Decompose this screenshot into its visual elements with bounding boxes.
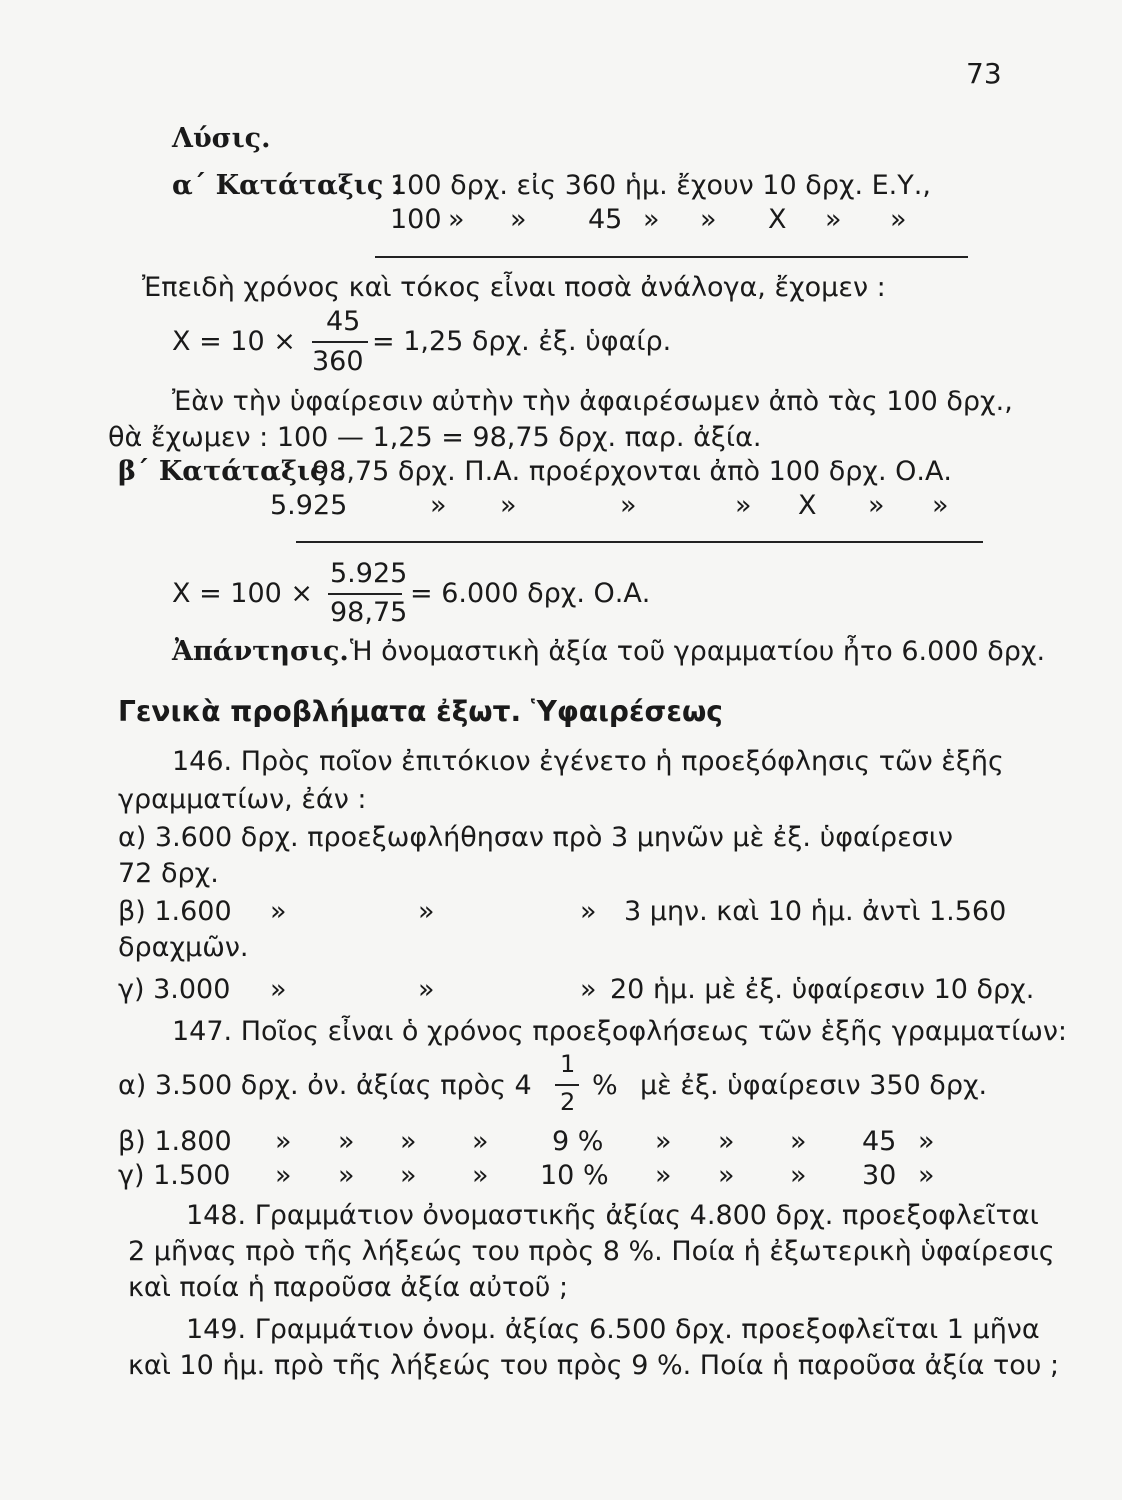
problem-146-a2: 72 δρχ. <box>118 858 219 889</box>
a-row2-col: 45 <box>588 204 623 235</box>
problem-146-c-amount: γ) 3.000 <box>118 974 231 1005</box>
answer-label: Ἀπάντησις. <box>172 636 349 667</box>
b-row2-col: » <box>430 490 447 521</box>
problem-148-line1: 148. Γραμμάτιον ὀνομαστικῆς ἀξίας 4.800 δρχ. προεξοφλεῖται <box>186 1200 1039 1231</box>
row-cell: » <box>918 1126 935 1157</box>
problem-146-b-rest: 3 μην. καὶ 10 ἡμ. ἀντὶ 1.560 <box>624 896 1007 927</box>
b-row2-col: 5.925 <box>270 490 348 521</box>
fraction-bar <box>328 593 402 595</box>
divider-rule <box>296 541 983 543</box>
problem-149-line1: 149. Γραμμάτιον ὀνομ. ἀξίας 6.500 δρχ. προεξοφλεῖται 1 μῆνα <box>186 1314 1040 1345</box>
formula2-right: = 6.000 δρχ. Ο.Α. <box>410 578 651 609</box>
problem-146-b2: δραχμῶν. <box>118 932 249 963</box>
formula2-denominator: 98,75 <box>330 597 408 628</box>
a-row2-col: » <box>448 204 465 235</box>
problem-148-line2: 2 μῆνας πρὸ τῆς λήξεώς του πρὸς 8 %. Ποία ἡ ἐξωτερικὴ ὑφαίρεσις <box>128 1236 1055 1267</box>
row-cell: » <box>655 1160 672 1191</box>
a-row2-col: X <box>768 204 787 235</box>
b-row2-col: » <box>932 490 949 521</box>
row-cell: » <box>472 1160 489 1191</box>
if-text: Ἐὰν τὴν ὑφαίρεσιν αὐτὴν τὴν ἀφαιρέσωμεν ἀπὸ τὰς 100 δρχ., <box>172 386 1013 417</box>
b-row2-col: » <box>620 490 637 521</box>
b-row2-col: X <box>798 490 817 521</box>
classification-a-row1: 100 δρχ. εἰς 360 ἡμ. ἔχουν 10 δρχ. Ε.Υ., <box>390 170 931 201</box>
b-row2-col: » <box>500 490 517 521</box>
classification-b-label: β΄ Κατάταξις : <box>118 456 346 487</box>
row-cell: » <box>790 1126 807 1157</box>
row-cell: γ) 1.500 <box>118 1160 231 1191</box>
a-row2-col: » <box>700 204 717 235</box>
answer-text: Ἡ ὀνομαστικὴ ἀξία τοῦ γραμματίου ἦτο 6.000 δρχ. <box>350 636 1046 667</box>
row-cell: 45 <box>862 1126 897 1157</box>
since-text: Ἐπειδὴ χρόνος καὶ τόκος εἶναι ποσὰ ἀνάλογα, ἔχομεν : <box>142 272 886 303</box>
formula1-numerator: 45 <box>326 306 361 337</box>
row-cell: » <box>275 1160 292 1191</box>
problem-148-line3: καὶ ποία ἡ παροῦσα ἀξία αὐτοῦ ; <box>128 1272 569 1303</box>
solution-heading: Λύσις. <box>172 123 271 154</box>
formula1-denominator: 360 <box>312 346 364 377</box>
a-row2-col: » <box>890 204 907 235</box>
problem-147-percent: % <box>592 1070 618 1101</box>
classification-b-row1: 98,75 δρχ. Π.Α. προέρχονται ἀπὸ 100 δρχ. Ο.Α. <box>312 456 953 487</box>
formula2-numerator: 5.925 <box>330 558 408 589</box>
row-cell: » <box>400 1160 417 1191</box>
row-cell: 9 % <box>552 1126 604 1157</box>
ditto-mark: » <box>580 896 597 927</box>
ditto-mark: » <box>270 974 287 1005</box>
a-row2-col: » <box>643 204 660 235</box>
a-row2-col: » <box>510 204 527 235</box>
ditto-mark: » <box>580 974 597 1005</box>
problem-146-line1: 146. Πρὸς ποῖον ἐπιτόκιον ἐγένετο ἡ προεξόφλησις τῶν ἑξῆς <box>172 746 1004 777</box>
row-cell: » <box>400 1126 417 1157</box>
problem-146-line2: γραμματίων, ἐάν : <box>118 784 367 815</box>
row-cell: » <box>718 1160 735 1191</box>
ditto-mark: » <box>270 896 287 927</box>
will-have-text: θὰ ἔχωμεν : 100 — 1,25 = 98,75 δρχ. παρ. ἀξία. <box>108 422 762 453</box>
row-cell: β) 1.800 <box>118 1126 232 1157</box>
problem-147-a-text: α) 3.500 δρχ. ὀν. ἀξίας πρὸς 4 <box>118 1070 532 1101</box>
row-cell: » <box>790 1160 807 1191</box>
a-row2-col: » <box>825 204 842 235</box>
row-cell: 30 <box>862 1160 897 1191</box>
divider-rule <box>375 256 968 258</box>
row-cell: 10 % <box>540 1160 609 1191</box>
problem-146-b-amount: β) 1.600 <box>118 896 232 927</box>
row-cell: » <box>338 1160 355 1191</box>
page-number: 73 <box>966 57 1002 90</box>
row-cell: » <box>275 1126 292 1157</box>
row-cell: » <box>472 1126 489 1157</box>
a-row2-col: 100 <box>390 204 442 235</box>
problem-147-a-rest: μὲ ἐξ. ὑφαίρεσιν 350 δρχ. <box>640 1070 988 1101</box>
section-title: Γενικὰ προβλήματα ἐξωτ. Ὑφαιρέσεως <box>118 695 723 728</box>
formula2-left: X = 100 × <box>172 578 314 609</box>
row-cell: » <box>655 1126 672 1157</box>
row-cell: » <box>338 1126 355 1157</box>
classification-a-label: α΄ Κατάταξις : <box>172 170 403 201</box>
problem-147-frac-den: 2 <box>560 1088 576 1116</box>
b-row2-col: » <box>868 490 885 521</box>
problem-147-frac-num: 1 <box>560 1050 576 1078</box>
formula1-left: X = 10 × <box>172 326 296 357</box>
problem-146-a1: α) 3.600 δρχ. προεξωφλήθησαν πρὸ 3 μηνῶν μὲ ἐξ. ὑφαίρεσιν <box>118 822 953 853</box>
row-cell: » <box>918 1160 935 1191</box>
ditto-mark: » <box>418 896 435 927</box>
problem-147-line1: 147. Ποῖος εἶναι ὁ χρόνος προεξοφλήσεως τῶν ἑξῆς γραμματίων: <box>172 1016 1068 1047</box>
ditto-mark: » <box>418 974 435 1005</box>
b-row2-col: » <box>735 490 752 521</box>
formula1-right: = 1,25 δρχ. ἐξ. ὑφαίρ. <box>372 326 672 357</box>
row-cell: » <box>718 1126 735 1157</box>
problem-146-c-rest: 20 ἡμ. μὲ ἐξ. ὑφαίρεσιν 10 δρχ. <box>610 974 1035 1005</box>
problem-149-line2: καὶ 10 ἡμ. πρὸ τῆς λήξεώς του πρὸς 9 %. Ποία ἡ παροῦσα ἀξία του ; <box>128 1350 1060 1381</box>
fraction-bar <box>312 341 368 343</box>
